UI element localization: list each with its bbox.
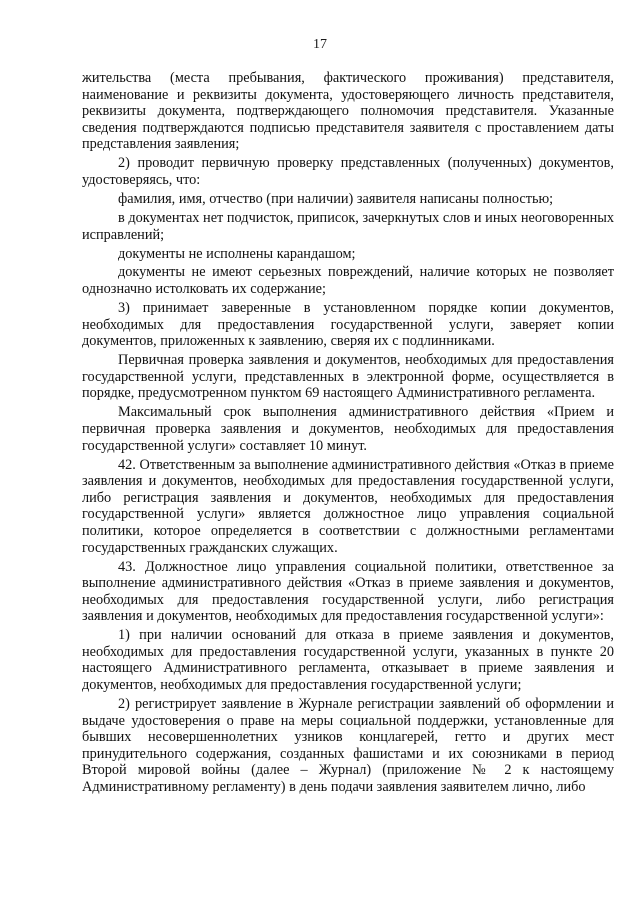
paragraph-certified-copies: 3) принимает заверенные в установленном порядке копии документов, необходимых для предоставления государственной услуги, заверяет копии документов, приложенных к заявлению, сверяя их с подлинниками. [82,300,614,350]
paragraph-no-pencil: документы не исполнены карандашом; [118,245,356,262]
paragraph-item-43-2: 2) регистрирует заявление в Журнале регистрации заявлений об оформлении и выдаче удостоверения о праве на меры социальной поддержки, установленные для бывших несовершеннолетних узников концлагерей, гетто и других мест принудительного содержания, созданных фашистами и их союзниками в период Второй мировой войны (далее – Журнал) (приложение № 2 к настоящему Административному регламенту) в день подачи заявления заявителем лично, либо [82,696,614,796]
paragraph-no-corrections: в документах нет подчисток, приписок, зачеркнутых слов и иных неоговоренных исправлений; [82,209,614,243]
paragraph-electronic-check: Первичная проверка заявления и документов, необходимых для предоставления государственной услуги, представленных в электронной форме, осуществляется в порядке, предусмотренном пунктом 69 настоящего Административного регламента. [82,352,614,402]
document-body [82,70,614,798]
paragraph-item-42: 42. Ответственным за выполнение административного действия «Отказ в приеме заявления и документов, необходимых для предоставления государственной услуги, либо регистрация заявления и документов, необходимых для предоставления государственной услуги» является должностное лицо управления социальной политики, которое определяется в соответствии с должностными регламентами государственных гражданских служащих. [82,456,614,556]
page-number: 17 [313,37,327,52]
paragraph-item-43-1: 1) при наличии оснований для отказа в приеме заявления и документов, необходимых для предоставления государственной услуги, указанных в пункте 20 настоящего Административного регламента, отказывает в приеме заявления и документов, необходимых для предоставления государственной услуги; [82,627,614,694]
paragraph-primary-check: 2) проводит первичную проверку представленных (полученных) документов, удостоверяясь, что: [82,155,614,188]
paragraph-representative-details: жительства (места пребывания, фактического проживания) представителя, наименование и реквизиты документа, удостоверяющего личность представителя, реквизиты документа, подтверждающего полномочия представителя. Указанные сведения подтверждаются подписью представителя заявителя с проставлением даты представления заявления; [82,70,614,153]
paragraph-item-43: 43. Должностное лицо управления социальной политики, ответственное за выполнение административного действия «Отказ в приеме заявления и документов, необходимых для предоставления государственной услуги, либо регистрация заявления и документов, необходимых для предоставления государственной услуги»: [82,558,614,625]
paragraph-full-name: фамилия, имя, отчество (при наличии) заявителя написаны полностью; [118,190,554,207]
paragraph-max-duration: Максимальный срок выполнения административного действия «Прием и первичная проверка заявления и документов, необходимых для предоставления государственной услуги» составляет 10 минут. [82,404,614,454]
paragraph-no-damage: документы не имеют серьезных повреждений, наличие которых не позволяет однозначно истолковать их содержание; [82,264,614,298]
